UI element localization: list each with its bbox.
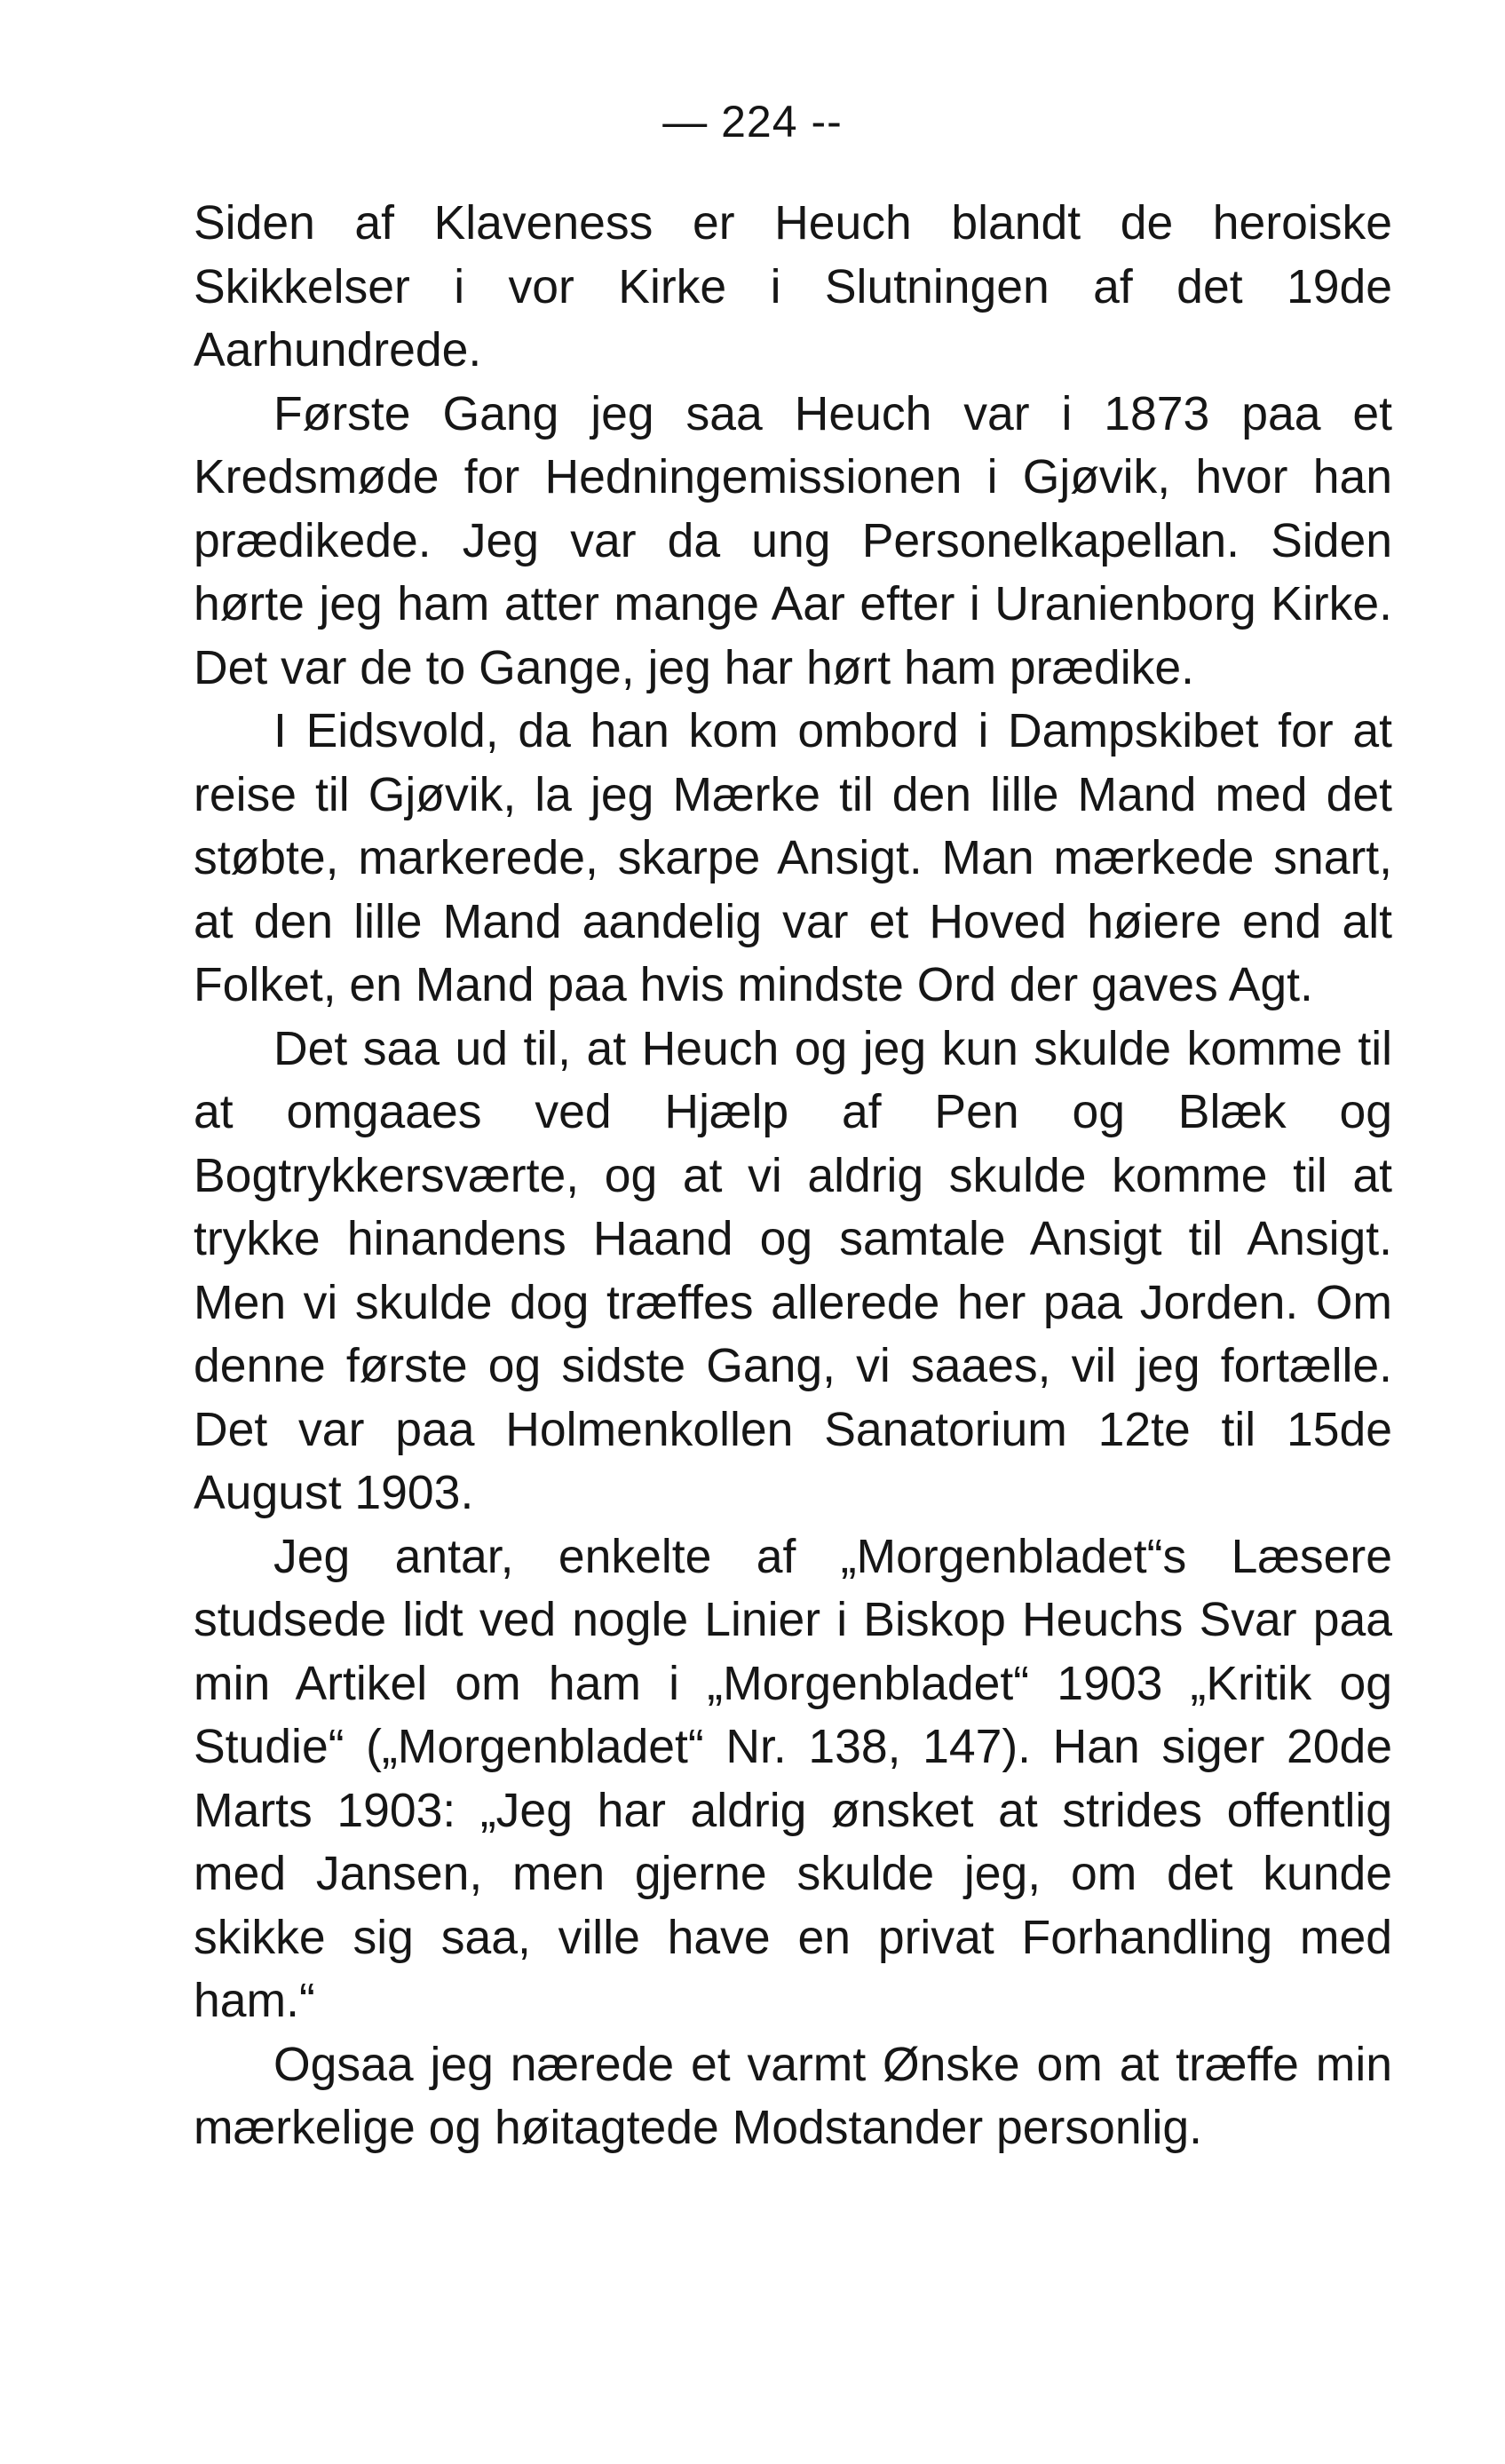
paragraph-5: Jeg antar, enkelte af „Morgenbladet“s Læsere studsede lidt ved nogle Linier i Biskop Heuchs Svar paa min Artikel om ham i „Morgenbladet“ 1903 „Kritik og Studie“ („Morgenbladet“ Nr. 138, 147). Han siger 20de Marts 1903: „Jeg har aldrig ønsket at strides offentlig med Jansen, men gjerne skulde jeg, om det kunde skikke sig saa, ville have en privat Forhandling med ham.“	[194, 1530, 1392, 2027]
body-text	[194, 192, 1392, 2160]
paragraph-1: Siden af Klaveness er Heuch blandt de heroiske Skikkelser i vor Kirke i Slutningen af det 19de Aarhundrede.	[194, 197, 1392, 376]
paragraph-4: Det saa ud til, at Heuch og jeg kun skulde komme til at omgaaes ved Hjælp af Pen og Blæk og Bogtrykkersværte, og at vi aldrig skulde komme til at trykke hinandens Haand og samtale Ansigt til Ansigt. Men vi skulde dog træffes allerede her paa Jorden. Om denne første og sidste Gang, vi saaes, vil jeg fortælle. Det var paa Holmenkollen Sanatorium 12te til 15de August 1903.	[194, 1022, 1392, 1519]
paragraph-6: Ogsaa jeg nærede et varmt Ønske om at træffe min mærkelige og høitagtede Modstander personlig.	[194, 2038, 1392, 2154]
paragraph-2: Første Gang jeg saa Heuch var i 1873 paa et Kredsmøde for Hedningemissionen i Gjøvik, hvor han prædikede. Jeg var da ung Personelkapellan. Siden hørte jeg ham atter mange Aar efter i Uranienborg Kirke. Det var de to Gange, jeg har hørt ham prædike.	[194, 387, 1392, 694]
paragraph-3: I Eidsvold, da han kom ombord i Dampskibet for at reise til Gjøvik, la jeg Mærke til den lille Mand med det støbte, markerede, skarpe Ansigt. Man mærkede snart, at den lille Mand aandelig var et Hoved høiere end alt Folket, en Mand paa hvis mindste Ord der gaves Agt.	[194, 705, 1392, 1011]
page-number: — 224 --	[662, 97, 843, 147]
